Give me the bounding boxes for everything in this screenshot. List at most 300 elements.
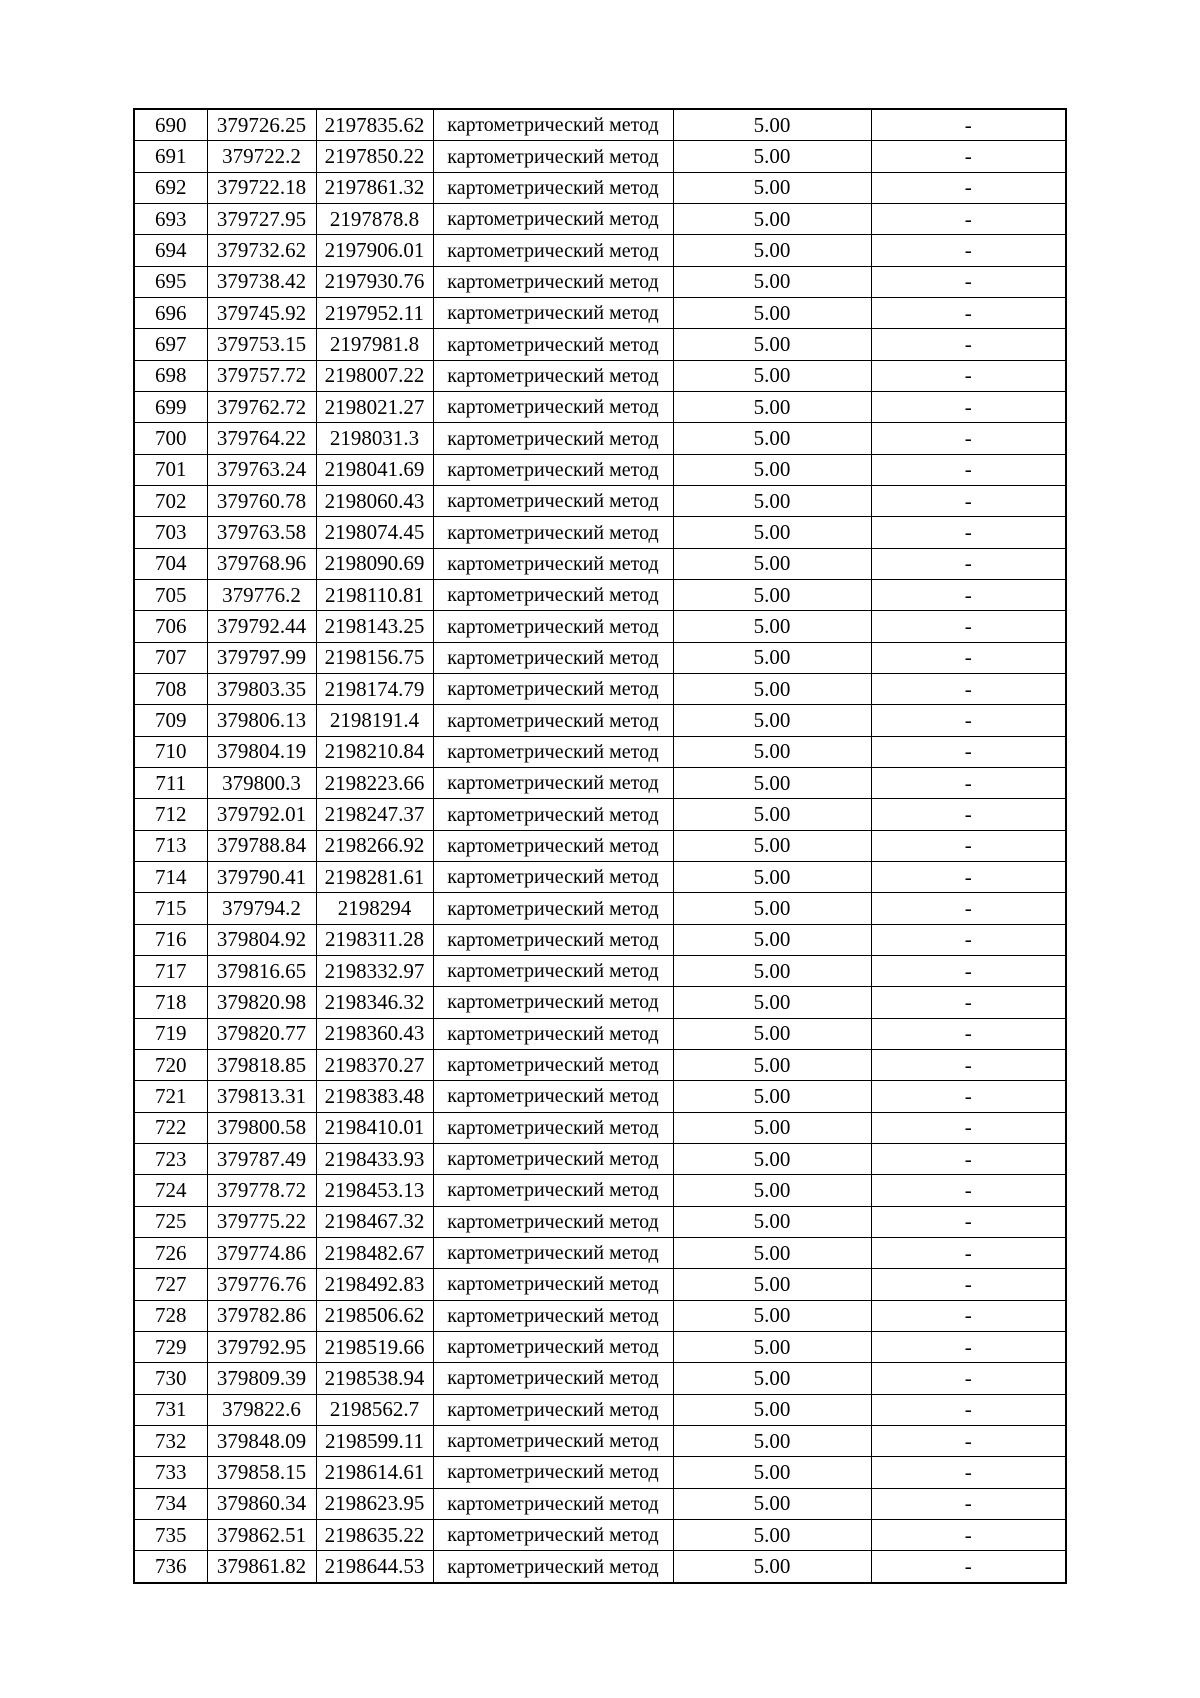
point-number-cell: 726 — [134, 1237, 207, 1268]
point-number-cell: 723 — [134, 1143, 207, 1174]
y-coordinate-cell: 2198492.83 — [316, 1269, 433, 1300]
table-row — [134, 1018, 1066, 1049]
accuracy-cell: 5.00 — [673, 204, 871, 235]
note-cell: - — [871, 893, 1066, 924]
x-coordinate-cell: 379762.72 — [207, 392, 316, 423]
note-cell: - — [871, 172, 1066, 203]
note-cell: - — [871, 830, 1066, 861]
point-number-cell: 690 — [134, 109, 207, 141]
accuracy-cell: 5.00 — [673, 141, 871, 172]
note-cell: - — [871, 1425, 1066, 1456]
note-cell: - — [871, 1551, 1066, 1583]
point-number-cell: 709 — [134, 705, 207, 736]
y-coordinate-cell: 2198623.95 — [316, 1488, 433, 1519]
point-number-cell: 700 — [134, 423, 207, 454]
note-cell: - — [871, 266, 1066, 297]
point-number-cell: 702 — [134, 486, 207, 517]
x-coordinate-cell: 379818.85 — [207, 1049, 316, 1080]
method-cell: картометрический метод — [433, 423, 673, 454]
method-cell: картометрический метод — [433, 1519, 673, 1550]
method-cell: картометрический метод — [433, 1300, 673, 1331]
accuracy-cell: 5.00 — [673, 1206, 871, 1237]
x-coordinate-cell: 379800.3 — [207, 768, 316, 799]
method-cell: картометрический метод — [433, 1049, 673, 1080]
x-coordinate-cell: 379820.98 — [207, 987, 316, 1018]
point-number-cell: 706 — [134, 611, 207, 642]
x-coordinate-cell: 379722.2 — [207, 141, 316, 172]
method-cell: картометрический метод — [433, 924, 673, 955]
method-cell: картометрический метод — [433, 204, 673, 235]
point-number-cell: 714 — [134, 862, 207, 893]
table-row — [134, 768, 1066, 799]
accuracy-cell: 5.00 — [673, 956, 871, 987]
note-cell: - — [871, 1519, 1066, 1550]
y-coordinate-cell: 2198410.01 — [316, 1112, 433, 1143]
y-coordinate-cell: 2198060.43 — [316, 486, 433, 517]
table-row — [134, 1269, 1066, 1300]
y-coordinate-cell: 2197981.8 — [316, 329, 433, 360]
point-number-cell: 725 — [134, 1206, 207, 1237]
accuracy-cell: 5.00 — [673, 1394, 871, 1425]
method-cell: картометрический метод — [433, 109, 673, 141]
method-cell: картометрический метод — [433, 799, 673, 830]
y-coordinate-cell: 2198482.67 — [316, 1237, 433, 1268]
x-coordinate-cell: 379732.62 — [207, 235, 316, 266]
point-number-cell: 710 — [134, 736, 207, 767]
y-coordinate-cell: 2198370.27 — [316, 1049, 433, 1080]
table-row — [134, 454, 1066, 485]
table-row — [134, 893, 1066, 924]
y-coordinate-cell: 2198007.22 — [316, 360, 433, 391]
y-coordinate-cell: 2197878.8 — [316, 204, 433, 235]
x-coordinate-cell: 379782.86 — [207, 1300, 316, 1331]
x-coordinate-cell: 379813.31 — [207, 1081, 316, 1112]
table-row — [134, 517, 1066, 548]
note-cell: - — [871, 1175, 1066, 1206]
point-number-cell: 721 — [134, 1081, 207, 1112]
y-coordinate-cell: 2198311.28 — [316, 924, 433, 955]
accuracy-cell: 5.00 — [673, 1519, 871, 1550]
y-coordinate-cell: 2198281.61 — [316, 862, 433, 893]
x-coordinate-cell: 379776.76 — [207, 1269, 316, 1300]
accuracy-cell: 5.00 — [673, 1363, 871, 1394]
table-row — [134, 1143, 1066, 1174]
point-number-cell: 732 — [134, 1425, 207, 1456]
x-coordinate-cell: 379858.15 — [207, 1457, 316, 1488]
table-row — [134, 1425, 1066, 1456]
point-number-cell: 693 — [134, 204, 207, 235]
point-number-cell: 719 — [134, 1018, 207, 1049]
method-cell: картометрический метод — [433, 736, 673, 767]
note-cell: - — [871, 360, 1066, 391]
point-number-cell: 713 — [134, 830, 207, 861]
y-coordinate-cell: 2198519.66 — [316, 1331, 433, 1362]
table-row — [134, 1206, 1066, 1237]
x-coordinate-cell: 379820.77 — [207, 1018, 316, 1049]
note-cell: - — [871, 298, 1066, 329]
note-cell: - — [871, 1300, 1066, 1331]
note-cell: - — [871, 1206, 1066, 1237]
point-number-cell: 703 — [134, 517, 207, 548]
note-cell: - — [871, 423, 1066, 454]
x-coordinate-cell: 379790.41 — [207, 862, 316, 893]
table-row — [134, 172, 1066, 203]
accuracy-cell: 5.00 — [673, 736, 871, 767]
table-row — [134, 1049, 1066, 1080]
accuracy-cell: 5.00 — [673, 674, 871, 705]
y-coordinate-cell: 2198467.32 — [316, 1206, 433, 1237]
method-cell: картометрический метод — [433, 1394, 673, 1425]
x-coordinate-cell: 379787.49 — [207, 1143, 316, 1174]
accuracy-cell: 5.00 — [673, 768, 871, 799]
y-coordinate-cell: 2198031.3 — [316, 423, 433, 454]
table-body — [134, 109, 1066, 1583]
note-cell: - — [871, 1488, 1066, 1519]
note-cell: - — [871, 1331, 1066, 1362]
y-coordinate-cell: 2198090.69 — [316, 548, 433, 579]
x-coordinate-cell: 379722.18 — [207, 172, 316, 203]
method-cell: картометрический метод — [433, 329, 673, 360]
table-row — [134, 674, 1066, 705]
method-cell: картометрический метод — [433, 1112, 673, 1143]
x-coordinate-cell: 379764.22 — [207, 423, 316, 454]
accuracy-cell: 5.00 — [673, 1237, 871, 1268]
table-row — [134, 580, 1066, 611]
point-number-cell: 733 — [134, 1457, 207, 1488]
method-cell: картометрический метод — [433, 1081, 673, 1112]
method-cell: картометрический метод — [433, 1206, 673, 1237]
accuracy-cell: 5.00 — [673, 1457, 871, 1488]
x-coordinate-cell: 379753.15 — [207, 329, 316, 360]
point-number-cell: 699 — [134, 392, 207, 423]
accuracy-cell: 5.00 — [673, 298, 871, 329]
method-cell: картометрический метод — [433, 1143, 673, 1174]
table-row — [134, 548, 1066, 579]
table-row — [134, 1551, 1066, 1583]
note-cell: - — [871, 1237, 1066, 1268]
table-row — [134, 642, 1066, 673]
point-number-cell: 692 — [134, 172, 207, 203]
accuracy-cell: 5.00 — [673, 1081, 871, 1112]
point-number-cell: 704 — [134, 548, 207, 579]
method-cell: картометрический метод — [433, 298, 673, 329]
note-cell: - — [871, 1363, 1066, 1394]
note-cell: - — [871, 486, 1066, 517]
table-row — [134, 423, 1066, 454]
point-number-cell: 736 — [134, 1551, 207, 1583]
note-cell: - — [871, 235, 1066, 266]
x-coordinate-cell: 379757.72 — [207, 360, 316, 391]
y-coordinate-cell: 2198453.13 — [316, 1175, 433, 1206]
point-number-cell: 722 — [134, 1112, 207, 1143]
y-coordinate-cell: 2198143.25 — [316, 611, 433, 642]
table-row — [134, 1237, 1066, 1268]
table-row — [134, 204, 1066, 235]
method-cell: картометрический метод — [433, 1175, 673, 1206]
table-row — [134, 141, 1066, 172]
table-row — [134, 298, 1066, 329]
accuracy-cell: 5.00 — [673, 235, 871, 266]
accuracy-cell: 5.00 — [673, 1143, 871, 1174]
point-number-cell: 707 — [134, 642, 207, 673]
point-number-cell: 734 — [134, 1488, 207, 1519]
x-coordinate-cell: 379727.95 — [207, 204, 316, 235]
x-coordinate-cell: 379768.96 — [207, 548, 316, 579]
note-cell: - — [871, 736, 1066, 767]
point-number-cell: 697 — [134, 329, 207, 360]
note-cell: - — [871, 1269, 1066, 1300]
x-coordinate-cell: 379792.44 — [207, 611, 316, 642]
accuracy-cell: 5.00 — [673, 830, 871, 861]
table-row — [134, 1457, 1066, 1488]
method-cell: картометрический метод — [433, 548, 673, 579]
accuracy-cell: 5.00 — [673, 1049, 871, 1080]
accuracy-cell: 5.00 — [673, 1331, 871, 1362]
method-cell: картометрический метод — [433, 1018, 673, 1049]
note-cell: - — [871, 109, 1066, 141]
y-coordinate-cell: 2198223.66 — [316, 768, 433, 799]
table-row — [134, 486, 1066, 517]
accuracy-cell: 5.00 — [673, 548, 871, 579]
table-row — [134, 266, 1066, 297]
method-cell: картометрический метод — [433, 360, 673, 391]
accuracy-cell: 5.00 — [673, 517, 871, 548]
method-cell: картометрический метод — [433, 141, 673, 172]
method-cell: картометрический метод — [433, 642, 673, 673]
accuracy-cell: 5.00 — [673, 109, 871, 141]
x-coordinate-cell: 379788.84 — [207, 830, 316, 861]
table-row — [134, 924, 1066, 955]
point-number-cell: 731 — [134, 1394, 207, 1425]
x-coordinate-cell: 379774.86 — [207, 1237, 316, 1268]
point-number-cell: 694 — [134, 235, 207, 266]
x-coordinate-cell: 379816.65 — [207, 956, 316, 987]
note-cell: - — [871, 392, 1066, 423]
y-coordinate-cell: 2198562.7 — [316, 1394, 433, 1425]
note-cell: - — [871, 799, 1066, 830]
x-coordinate-cell: 379775.22 — [207, 1206, 316, 1237]
method-cell: картометрический метод — [433, 1425, 673, 1456]
note-cell: - — [871, 1018, 1066, 1049]
y-coordinate-cell: 2197835.62 — [316, 109, 433, 141]
x-coordinate-cell: 379778.72 — [207, 1175, 316, 1206]
y-coordinate-cell: 2198599.11 — [316, 1425, 433, 1456]
x-coordinate-cell: 379806.13 — [207, 705, 316, 736]
x-coordinate-cell: 379763.24 — [207, 454, 316, 485]
table-row — [134, 1363, 1066, 1394]
point-number-cell: 712 — [134, 799, 207, 830]
accuracy-cell: 5.00 — [673, 642, 871, 673]
method-cell: картометрический метод — [433, 392, 673, 423]
table-row — [134, 736, 1066, 767]
point-number-cell: 691 — [134, 141, 207, 172]
y-coordinate-cell: 2198074.45 — [316, 517, 433, 548]
point-number-cell: 729 — [134, 1331, 207, 1362]
y-coordinate-cell: 2198041.69 — [316, 454, 433, 485]
point-number-cell: 724 — [134, 1175, 207, 1206]
accuracy-cell: 5.00 — [673, 329, 871, 360]
point-number-cell: 730 — [134, 1363, 207, 1394]
y-coordinate-cell: 2198360.43 — [316, 1018, 433, 1049]
table-row — [134, 1300, 1066, 1331]
accuracy-cell: 5.00 — [673, 924, 871, 955]
method-cell: картометрический метод — [433, 172, 673, 203]
x-coordinate-cell: 379809.39 — [207, 1363, 316, 1394]
point-number-cell: 727 — [134, 1269, 207, 1300]
x-coordinate-cell: 379804.19 — [207, 736, 316, 767]
point-number-cell: 718 — [134, 987, 207, 1018]
table-row — [134, 705, 1066, 736]
note-cell: - — [871, 1394, 1066, 1425]
table-row — [134, 1331, 1066, 1362]
table-row — [134, 956, 1066, 987]
y-coordinate-cell: 2198174.79 — [316, 674, 433, 705]
note-cell: - — [871, 517, 1066, 548]
accuracy-cell: 5.00 — [673, 580, 871, 611]
accuracy-cell: 5.00 — [673, 987, 871, 1018]
accuracy-cell: 5.00 — [673, 611, 871, 642]
table-row — [134, 329, 1066, 360]
y-coordinate-cell: 2197930.76 — [316, 266, 433, 297]
accuracy-cell: 5.00 — [673, 1300, 871, 1331]
method-cell: картометрический метод — [433, 956, 673, 987]
table-row — [134, 862, 1066, 893]
y-coordinate-cell: 2198156.75 — [316, 642, 433, 673]
table-row — [134, 1175, 1066, 1206]
method-cell: картометрический метод — [433, 768, 673, 799]
note-cell: - — [871, 548, 1066, 579]
note-cell: - — [871, 1457, 1066, 1488]
point-number-cell: 716 — [134, 924, 207, 955]
table-row — [134, 1394, 1066, 1425]
x-coordinate-cell: 379745.92 — [207, 298, 316, 329]
y-coordinate-cell: 2198383.48 — [316, 1081, 433, 1112]
method-cell: картометрический метод — [433, 580, 673, 611]
method-cell: картометрический метод — [433, 1457, 673, 1488]
accuracy-cell: 5.00 — [673, 799, 871, 830]
y-coordinate-cell: 2198266.92 — [316, 830, 433, 861]
note-cell: - — [871, 1112, 1066, 1143]
accuracy-cell: 5.00 — [673, 1018, 871, 1049]
note-cell: - — [871, 674, 1066, 705]
point-number-cell: 701 — [134, 454, 207, 485]
point-number-cell: 705 — [134, 580, 207, 611]
x-coordinate-cell: 379776.2 — [207, 580, 316, 611]
note-cell: - — [871, 611, 1066, 642]
y-coordinate-cell: 2198110.81 — [316, 580, 433, 611]
x-coordinate-cell: 379804.92 — [207, 924, 316, 955]
note-cell: - — [871, 924, 1066, 955]
point-number-cell: 698 — [134, 360, 207, 391]
x-coordinate-cell: 379738.42 — [207, 266, 316, 297]
point-number-cell: 728 — [134, 1300, 207, 1331]
note-cell: - — [871, 204, 1066, 235]
method-cell: картометрический метод — [433, 1551, 673, 1583]
method-cell: картометрический метод — [433, 266, 673, 297]
table-row — [134, 1519, 1066, 1550]
method-cell: картометрический метод — [433, 862, 673, 893]
point-number-cell: 717 — [134, 956, 207, 987]
accuracy-cell: 5.00 — [673, 172, 871, 203]
accuracy-cell: 5.00 — [673, 1488, 871, 1519]
table-row — [134, 392, 1066, 423]
method-cell: картометрический метод — [433, 830, 673, 861]
note-cell: - — [871, 987, 1066, 1018]
coordinates-table — [133, 108, 1067, 1584]
accuracy-cell: 5.00 — [673, 1425, 871, 1456]
table-row — [134, 109, 1066, 141]
x-coordinate-cell: 379803.35 — [207, 674, 316, 705]
y-coordinate-cell: 2197906.01 — [316, 235, 433, 266]
accuracy-cell: 5.00 — [673, 1269, 871, 1300]
accuracy-cell: 5.00 — [673, 486, 871, 517]
table-row — [134, 1081, 1066, 1112]
method-cell: картометрический метод — [433, 1363, 673, 1394]
table-row — [134, 830, 1066, 861]
x-coordinate-cell: 379822.6 — [207, 1394, 316, 1425]
table-row — [134, 1112, 1066, 1143]
accuracy-cell: 5.00 — [673, 1112, 871, 1143]
x-coordinate-cell: 379726.25 — [207, 109, 316, 141]
accuracy-cell: 5.00 — [673, 266, 871, 297]
x-coordinate-cell: 379792.95 — [207, 1331, 316, 1362]
y-coordinate-cell: 2198210.84 — [316, 736, 433, 767]
x-coordinate-cell: 379797.99 — [207, 642, 316, 673]
y-coordinate-cell: 2197861.32 — [316, 172, 433, 203]
y-coordinate-cell: 2198191.4 — [316, 705, 433, 736]
y-coordinate-cell: 2198433.93 — [316, 1143, 433, 1174]
note-cell: - — [871, 329, 1066, 360]
note-cell: - — [871, 642, 1066, 673]
method-cell: картометрический метод — [433, 674, 673, 705]
point-number-cell: 695 — [134, 266, 207, 297]
note-cell: - — [871, 705, 1066, 736]
note-cell: - — [871, 768, 1066, 799]
table-row — [134, 611, 1066, 642]
point-number-cell: 696 — [134, 298, 207, 329]
y-coordinate-cell: 2198247.37 — [316, 799, 433, 830]
point-number-cell: 720 — [134, 1049, 207, 1080]
accuracy-cell: 5.00 — [673, 893, 871, 924]
x-coordinate-cell: 379861.82 — [207, 1551, 316, 1583]
accuracy-cell: 5.00 — [673, 1175, 871, 1206]
x-coordinate-cell: 379848.09 — [207, 1425, 316, 1456]
x-coordinate-cell: 379860.34 — [207, 1488, 316, 1519]
accuracy-cell: 5.00 — [673, 862, 871, 893]
y-coordinate-cell: 2197952.11 — [316, 298, 433, 329]
x-coordinate-cell: 379760.78 — [207, 486, 316, 517]
method-cell: картометрический метод — [433, 1269, 673, 1300]
method-cell: картометрический метод — [433, 1488, 673, 1519]
x-coordinate-cell: 379763.58 — [207, 517, 316, 548]
x-coordinate-cell: 379792.01 — [207, 799, 316, 830]
accuracy-cell: 5.00 — [673, 392, 871, 423]
note-cell: - — [871, 454, 1066, 485]
accuracy-cell: 5.00 — [673, 360, 871, 391]
method-cell: картометрический метод — [433, 611, 673, 642]
accuracy-cell: 5.00 — [673, 1551, 871, 1583]
x-coordinate-cell: 379862.51 — [207, 1519, 316, 1550]
method-cell: картометрический метод — [433, 1331, 673, 1362]
note-cell: - — [871, 956, 1066, 987]
x-coordinate-cell: 379794.2 — [207, 893, 316, 924]
note-cell: - — [871, 1049, 1066, 1080]
note-cell: - — [871, 1143, 1066, 1174]
y-coordinate-cell: 2197850.22 — [316, 141, 433, 172]
note-cell: - — [871, 862, 1066, 893]
table-row — [134, 987, 1066, 1018]
y-coordinate-cell: 2198614.61 — [316, 1457, 433, 1488]
